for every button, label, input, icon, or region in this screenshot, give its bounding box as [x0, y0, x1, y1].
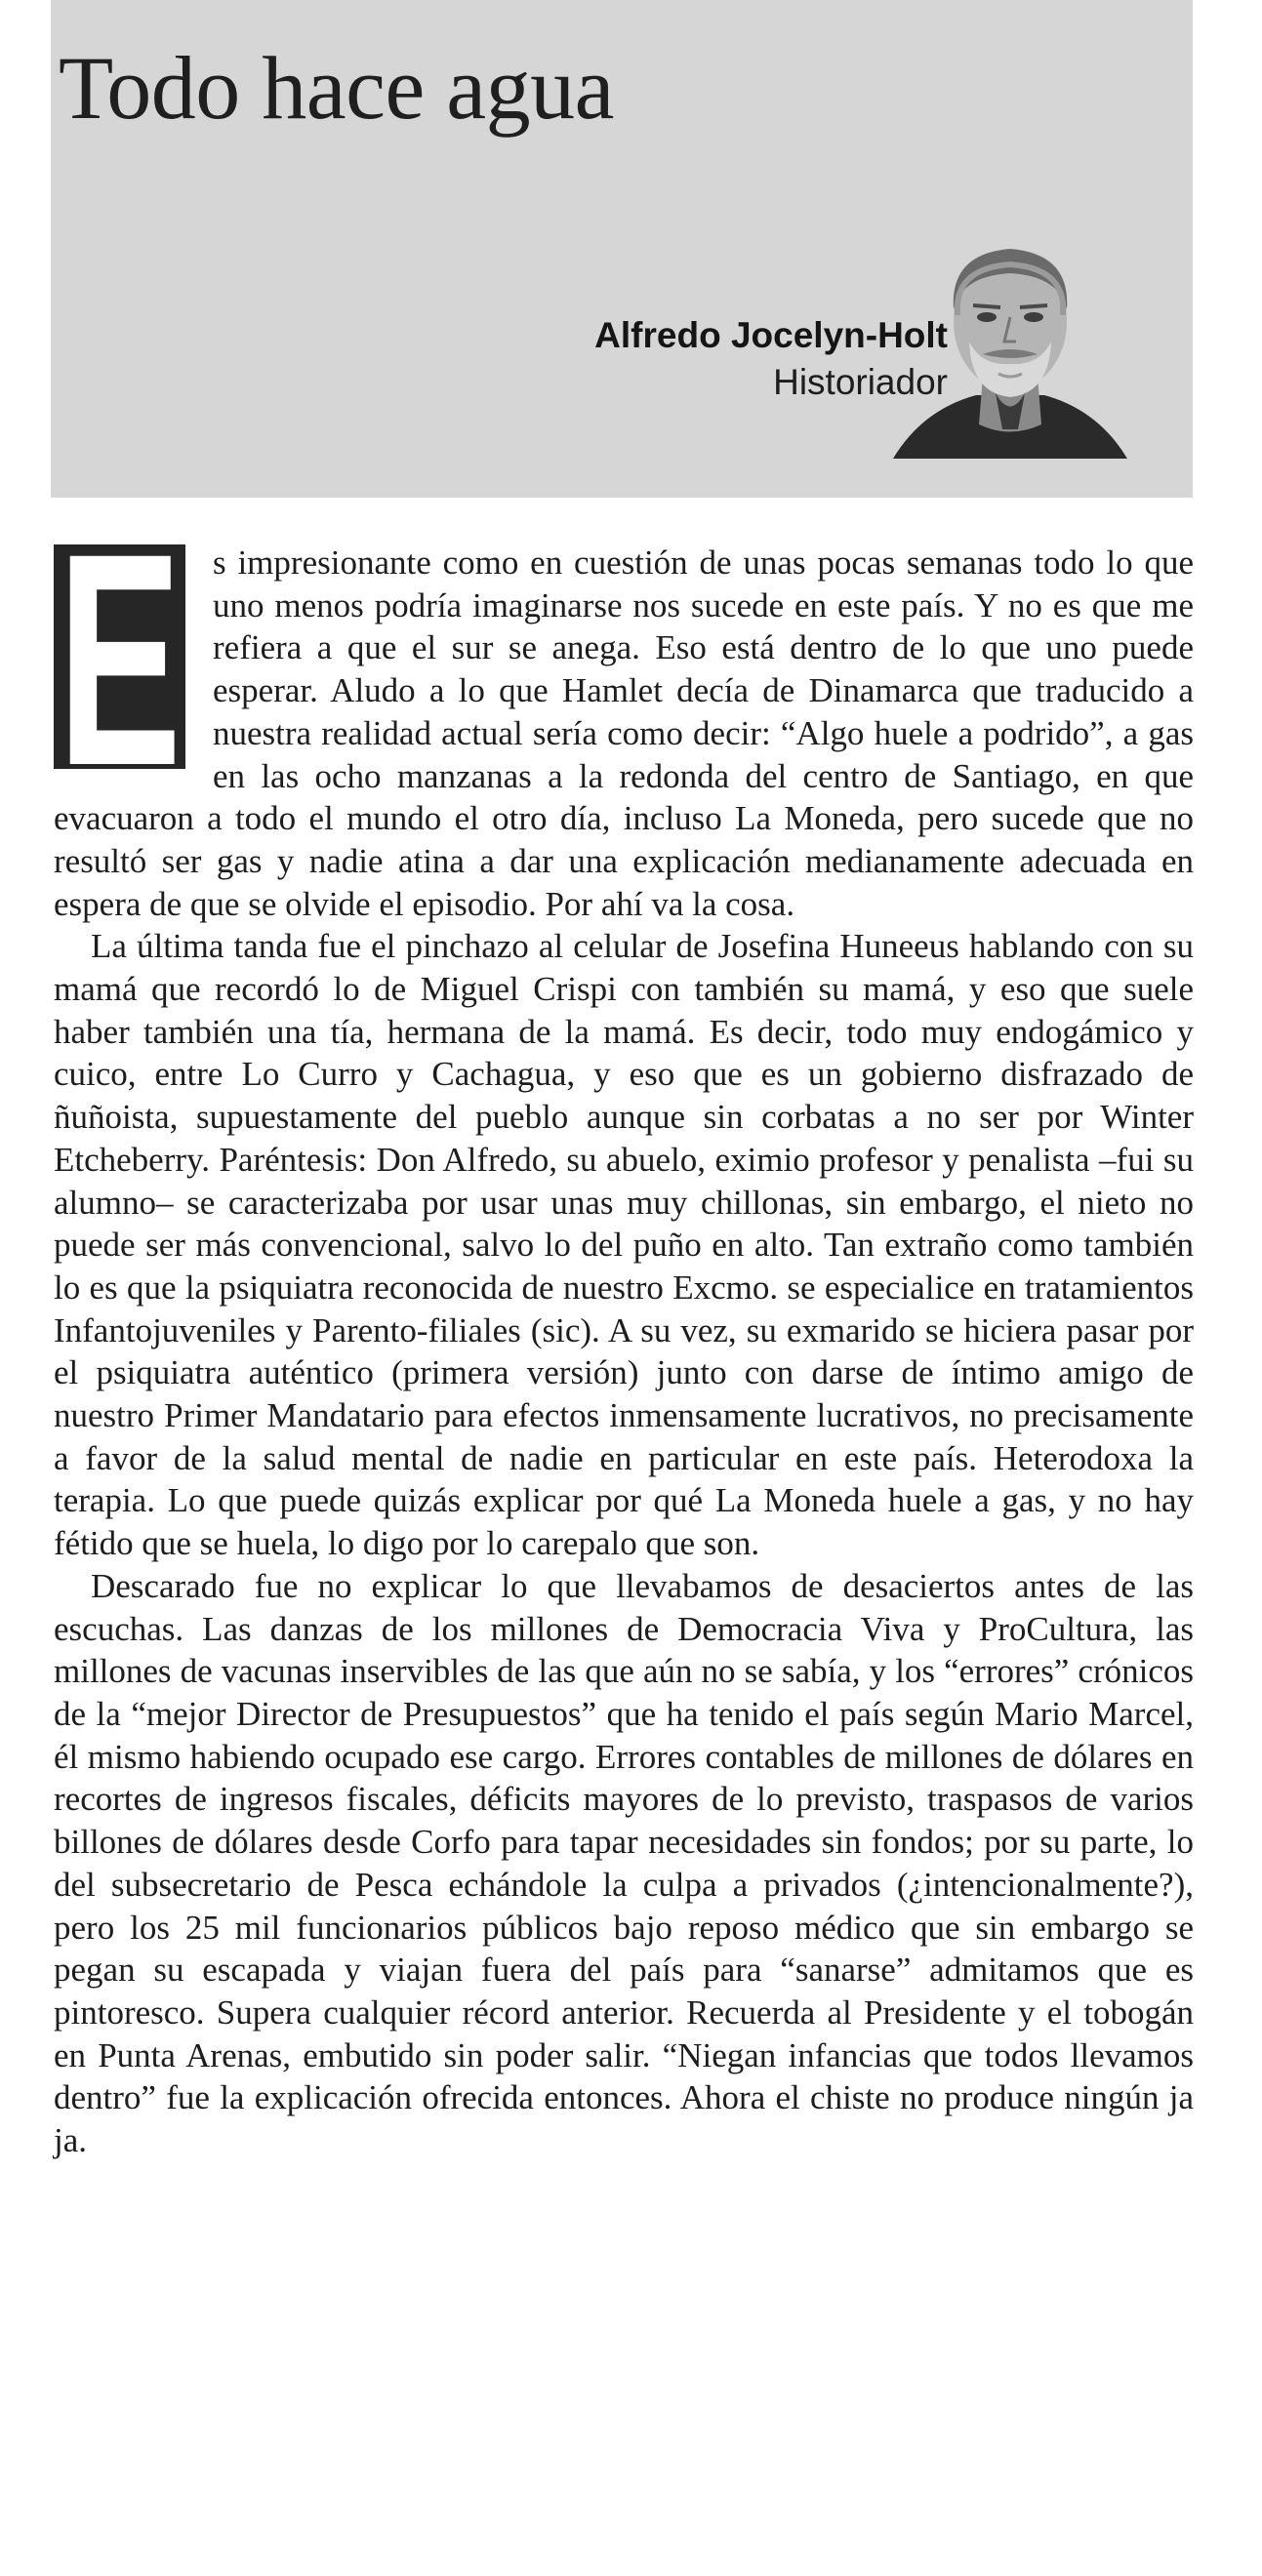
author-name: Alfredo Jocelyn-Holt	[594, 315, 948, 355]
drop-cap	[54, 490, 185, 828]
author-role: Historiador	[773, 362, 948, 402]
article-paragraph-text: s impresionante como en cuestión de unas pocas semanas todo lo que uno menos podría imaginarse nos sucede en este país. Y no es que me refiera a que el sur se anega. Eso está dentro de lo que uno puede esperar. Aludo a lo que Hamlet decía de Dinamarca que traducido a nuestra realidad actual sería como decir: “Algo huele a podrido”, a gas en las ocho manzanas a la redonda del centro de Santiago, en que evacuaron a todo el mundo el otro día, incluso La Moneda, pero sucede que no resultó ser gas y nadie atina a dar una explicación medianamente adecuada en espera de que se olvide el episodio. Por ahí va la cosa.	[54, 543, 1194, 923]
article-body	[54, 490, 1194, 2162]
article-paragraph: Descarado fue no explicar lo que llevabamos de desaciertos antes de las escuchas. Las danzas de los millones de Democracia Viva y ProCultura, las millones de vacunas inservibles de las que aún no se sabía, y los “errores” crónicos de la “mejor Director de Presupuestos” que ha tenido el país según Mario Marcel, él mismo habiendo ocupado ese cargo. Errores contables de millones de dólares en recortes de ingresos fiscales, déficits mayores de lo previsto, traspasos de varios billones de dólares desde Corfo para tapar necesidades sin fondos; por su parte, lo del subsecretario de Pesca echándole la culpa a privados (¿intencionalmente?), pero los 25 mil funcionarios públicos bajo reposo médico que sin embargo se pegan su escapada y viajan fuera del país para “sanarse” admitamos que es pintoresco. Supera cualquier récord anterior. Recuerda al Presidente y el tobogán en Punta Arenas, embutido sin poder salir. “Niegan infancias que todos llevamos dentro” fue la explicación ofrecida entonces. Ahora el chiste no produce ningún ja ja.	[54, 1566, 1194, 2160]
article-paragraph	[54, 490, 1194, 925]
author-portrait-icon	[893, 229, 1127, 459]
drop-cap-letter: E	[58, 490, 182, 828]
article-paragraph: La última tanda fue el pinchazo al celular de Josefina Huneeus hablando con su mamá que recordó lo de Miguel Crispi con también su mamá, y eso que suele haber también una tía, hermana de la mamá. Es decir, todo muy endogámico y cuico, entre Lo Curro y Cachagua, y eso que es un gobierno disfrazado de ñuñoista, supuestamente del pueblo aunque sin corbatas a no ser por Winter Etcheberry. Paréntesis: Don Alfredo, su abuelo, eximio profesor y penalista –fui su alumno– se caracterizaba por usar unas muy chillonas, sin embargo, el nieto no puede ser más convencional, salvo lo del puño en alto. Tan extraño como también lo es que la psiquiatra reconocida de nuestro Excmo. se especialice en tratamientos Infantojuveniles y Parento-filiales (sic). A su vez, su exmarido se hiciera pasar por el psiquiatra auténtico (primera versión) junto con darse de íntimo amigo de nuestro Primer Mandatario para efectos inmensamente lucrativos, no precisamente a favor de la salud mental de nadie en particular en este país. Heterodoxa la terapia. Lo que puede quizás explicar por qué La Moneda huele a gas, y no hay fétido que se huela, lo digo por lo carepalo que son.	[54, 927, 1194, 1563]
headline: Todo hace agua	[59, 38, 614, 138]
